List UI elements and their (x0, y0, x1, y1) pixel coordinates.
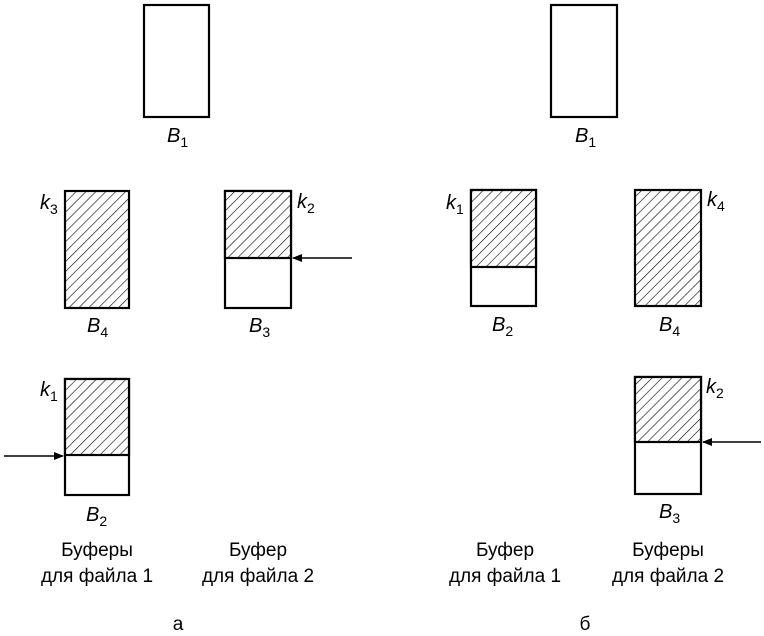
buffer-label: $B_1$ (575, 125, 597, 150)
caption-file2-line1: Буфер (228, 540, 288, 561)
buffer-filled-part (225, 191, 291, 258)
buffer-b-b2 (446, 190, 536, 339)
buffer-label: $B_2$ (86, 504, 108, 529)
buffer-filled-part (635, 377, 701, 442)
caption-file1-line1: Буфер (475, 540, 535, 561)
buffer-b-b4 (635, 189, 725, 339)
buffer-rect (551, 5, 617, 117)
buffer-label: $B_4$ (87, 315, 109, 340)
caption-file2-line2: для файла 2 (611, 566, 725, 587)
buffer-a-b1 (144, 5, 209, 150)
buffer-a-b2 (4, 379, 129, 529)
buffer-b-b1 (551, 5, 617, 150)
key-label: $k_2$ (706, 376, 724, 401)
key-label: $k_3$ (40, 192, 58, 217)
caption-file1-line2: для файла 1 (448, 566, 562, 587)
buffer-label: $B_2$ (492, 314, 514, 339)
buffer-b-b3 (635, 376, 761, 526)
buffer-filled-part (471, 190, 536, 267)
panel-a (4, 5, 352, 635)
buffer-label: $B_3$ (249, 315, 271, 340)
buffer-label: $B_3$ (659, 501, 681, 526)
caption-file2-line1: Буферы (632, 540, 704, 561)
buffer-rect-filled (635, 190, 701, 306)
buffer-label: $B_4$ (659, 314, 681, 339)
buffer-label: $B_1$ (167, 125, 189, 150)
panel-label-b: б (579, 614, 591, 635)
panel-label-a: а (172, 614, 184, 635)
caption-file1-line2: для файла 1 (40, 566, 154, 587)
panel-b (446, 5, 761, 635)
key-label: $k_4$ (707, 189, 725, 214)
key-label: $k_1$ (40, 379, 58, 404)
caption-file2-line2: для файла 2 (201, 566, 315, 587)
buffer-rect (144, 5, 209, 117)
buffer-a-b4 (40, 191, 129, 340)
key-label: $k_1$ (446, 192, 464, 217)
buffer-a-b3 (225, 191, 352, 340)
caption-file1-line1: Буферы (61, 540, 133, 561)
key-label: $k_2$ (297, 191, 315, 216)
buffer-rect-filled (65, 191, 129, 308)
buffer-filled-part (65, 379, 129, 455)
